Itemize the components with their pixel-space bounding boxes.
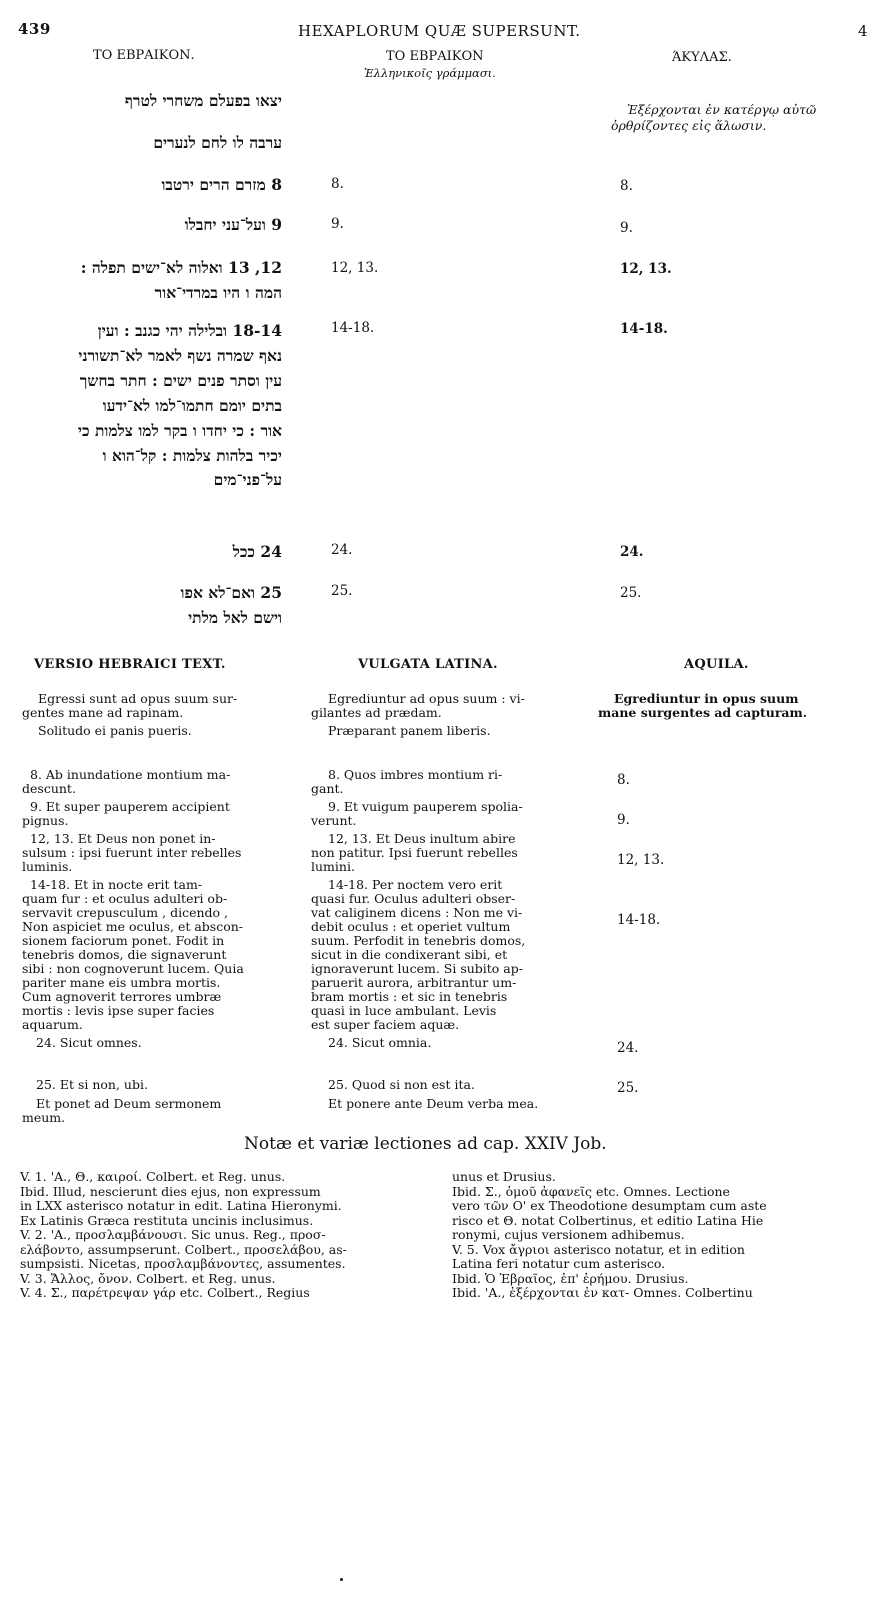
- verse-number: 24.: [617, 1040, 639, 1056]
- hebrew-line: המה ו היו במרדי־אור: [154, 283, 282, 302]
- versio-line: descunt.: [22, 781, 76, 796]
- hebrew-verse-12-13: 12, 13 ואלוה לא־ישים תפלה :: [80, 258, 282, 277]
- note-line: V. 1. 'Α., Θ., καιροί. Colbert. et Reg. unus.: [20, 1169, 286, 1184]
- note-line: V. 3. Ἄλλος, ὄνον. Colbert. et Reg. unus.: [20, 1270, 276, 1286]
- vulgata-line: Egrediuntur ad opus suum : vi-: [328, 691, 525, 706]
- latin-header-versio: VERSIO HEBRAICI TEXT.: [34, 657, 226, 672]
- hebrew-verse-25: 25 ואם־לא אפו: [180, 583, 282, 602]
- column-subheader-greek-letters: Ἑλληνικοῖς γράμμασι.: [364, 66, 496, 80]
- hebrew-line: יצאו בפעלם משחרי לטרף: [124, 91, 282, 110]
- versio-line: mortis : levis ipse super facies: [22, 1003, 215, 1018]
- versio-line: sibi : non cognoverunt lucem. Quia: [22, 961, 244, 976]
- versio-line: sionem faciorum ponet. Fodit in: [22, 933, 225, 948]
- vulgata-line: suum. Perfodit in tenebris domos,: [311, 933, 526, 948]
- vulgata-line: 8. Quos imbres montium ri-: [328, 767, 503, 782]
- verse-number: 25.: [620, 585, 642, 601]
- verse-number: 12, 13.: [617, 852, 665, 868]
- versio-line: Egressi sunt ad opus suum sur-: [38, 691, 238, 706]
- versio-line: sulsum : ipsi fuerunt inter rebelles: [22, 845, 242, 860]
- vulgata-line: sicut in die condixerant sibi, et: [311, 947, 508, 962]
- aquila-latin-line: mane surgentes ad capturam.: [598, 705, 808, 720]
- latin-header-vulgata: VULGATA LATINA.: [358, 657, 498, 672]
- versio-line: meum.: [22, 1110, 66, 1125]
- running-title: HEXAPLORUM QUÆ SUPERSUNT.: [298, 22, 581, 40]
- note-line: risco et Θ. notat Colbertinus, et editio Latina Hie: [452, 1212, 764, 1228]
- column-header-aquila: ΆΚΥΛΑΣ.: [672, 50, 732, 65]
- vulgata-line: quasi in luce ambulant. Levis: [311, 1003, 497, 1018]
- note-line: unus et Drusius.: [452, 1170, 556, 1184]
- versio-line: 9. Et super pauperem accipient: [30, 799, 230, 814]
- hebrew-verse-8: 8 מזרם הרים ירטבו: [161, 175, 282, 194]
- versio-line: Solitudo ei panis pueris.: [38, 723, 192, 738]
- note-line: V. 4. Σ., παρέτρεψαν γάρ etc. Colbert., Regius: [20, 1285, 310, 1300]
- versio-line: pariter mane eis umbra mortis.: [22, 975, 221, 990]
- hebrew-verse-14-18: 18-14 ובלילה יהי כגנב : ועין: [97, 321, 282, 340]
- verse-number: 12, 13.: [331, 260, 379, 276]
- vulgata-line: est super faciem aquæ.: [311, 1017, 460, 1032]
- vulgata-line: 25. Quod si non est ita.: [328, 1077, 475, 1092]
- verse-number: 14-18.: [617, 912, 661, 928]
- latin-header-aquila: AQUILA.: [684, 657, 749, 672]
- versio-line: Non aspiciet me oculus, et abscon-: [22, 919, 244, 934]
- versio-line: 12, 13. Et Deus non ponet in-: [30, 831, 216, 846]
- verse-number: 14-18.: [331, 320, 375, 336]
- verse-number: 25.: [331, 583, 353, 599]
- vulgata-line: bram mortis : et sic in tenebris: [311, 989, 508, 1004]
- vulgata-line: 14-18. Per noctem vero erit: [328, 877, 503, 892]
- versio-line: aquarum.: [22, 1017, 83, 1032]
- hebrew-line: על־פני־מים: [213, 470, 282, 489]
- note-line: in LXX asterisco notatur in edit. Latina Hieronymi.: [20, 1198, 342, 1213]
- note-line: V. 2. 'Α., προσλαμβάνουσι. Sic unus. Reg., προσ-: [20, 1227, 326, 1242]
- versio-line: 25. Et si non, ubi.: [36, 1077, 148, 1092]
- hebrew-line: נאף שמרה נשף לאמר לא־תשורני: [78, 346, 282, 365]
- notes-left-column: [20, 1170, 432, 1301]
- note-line: Latina feri notatur cum asterisco.: [452, 1256, 666, 1271]
- verse-number: 9.: [331, 216, 344, 232]
- versio-line: 8. Ab inundatione montium ma-: [30, 767, 231, 782]
- hebrew-line: ערבה לו לחם לנערים: [153, 133, 282, 152]
- note-line: Ibid. 'Α., ἐξέρχονται ἐν κατ- Omnes. Colbertinu: [452, 1285, 753, 1300]
- verse-number: 12, 13.: [620, 261, 672, 277]
- print-speck: [340, 1578, 343, 1581]
- versio-line: 14-18. Et in nocte erit tam-: [30, 877, 203, 892]
- verse-number: 9.: [620, 220, 633, 236]
- vulgata-line: non patitur. Ipsi fuerunt rebelles: [311, 845, 518, 860]
- versio-line: quam fur : et oculus adulteri ob-: [22, 891, 228, 906]
- verse-number: 8.: [620, 178, 633, 194]
- hebrew-line: בתים יומם חתמו־למו לא־ידעו: [102, 396, 282, 415]
- vulgata-line: vat caliginem dicens : Non me vi-: [311, 905, 523, 920]
- versio-line: servavit crepusculum , dicendo ,: [22, 905, 228, 920]
- vulgata-line: lumini.: [311, 859, 355, 874]
- vulgata-line: 24. Sicut omnia.: [328, 1035, 432, 1050]
- vulgata-line: 9. Et vuigum pauperem spolia-: [328, 799, 523, 814]
- right-edge-mark: 4: [858, 22, 869, 40]
- note-line: sumpsisti. Nicetas, προσλαμβάνοντες, assumentes.: [20, 1256, 346, 1271]
- vulgata-line: Præparant panem liberis.: [328, 723, 491, 738]
- vulgata-line: verunt.: [311, 813, 357, 828]
- vulgata-line: 12, 13. Et Deus inultum abire: [328, 831, 516, 846]
- column-header-hebrew: ΤΟ ΕΒΡΑΙΚΟΝ.: [93, 48, 195, 63]
- hebrew-line: עין וסתר פנים ישים : חתר בחשך: [79, 371, 282, 390]
- notes-right-column: [452, 1170, 873, 1301]
- verse-number: 14-18.: [620, 321, 668, 337]
- greek-line: Ἐξέρχονται ἐν κατέργῳ αὐτῶ: [627, 102, 817, 117]
- verse-number: 8.: [331, 176, 344, 192]
- note-line: Ibid. Σ., ὁμοῦ ἀφανεῖς etc. Omnes. Lectione: [452, 1183, 730, 1199]
- verse-number: 24.: [331, 542, 353, 558]
- column-header-hebrew-greek: ΤΟ ΕΒΡΑΙΚΟΝ: [386, 49, 484, 64]
- note-line: V. 5. Vox ἄγριοι asterisco notatur, et in edition: [452, 1241, 745, 1257]
- hebrew-verse-24: 24 ככל: [232, 542, 282, 561]
- vulgata-line: gilantes ad prædam.: [311, 705, 442, 720]
- note-line: Ibid. Ὁ Ἑβραῖος, ἐπ' ἐρήμου. Drusius.: [452, 1270, 689, 1286]
- note-line: Ibid. Illud, nescierunt dies ejus, non expressum: [20, 1183, 321, 1199]
- note-line: ronymi, cujus versionem adhibemus.: [452, 1227, 685, 1242]
- verse-number: 24.: [620, 544, 644, 560]
- aquila-latin-line: Egrediuntur in opus suum: [614, 691, 799, 706]
- versio-line: luminis.: [22, 859, 73, 874]
- verse-number: 25.: [617, 1080, 639, 1096]
- vulgata-line: Et ponere ante Deum verba mea.: [328, 1096, 539, 1111]
- notes-title: Notæ et variæ lectiones ad cap. XXIV Job.: [244, 1134, 607, 1154]
- hebrew-verse-9: 9 ועל־עני יחבלו: [184, 215, 282, 234]
- hebrew-line: אור : כי יחדו ו בקר למו צלמות כי: [77, 421, 282, 440]
- versio-line: tenebris domos, die signaverunt: [22, 947, 227, 962]
- versio-line: pignus.: [22, 813, 69, 828]
- verse-number: 9.: [617, 812, 630, 828]
- vulgata-line: debit oculus : et operiet vultum: [311, 919, 511, 934]
- vulgata-line: gant.: [311, 781, 344, 796]
- versio-line: gentes mane ad rapinam.: [22, 705, 184, 720]
- versio-line: 24. Sicut omnes.: [36, 1035, 142, 1050]
- versio-line: Et ponet ad Deum sermonem: [36, 1096, 222, 1111]
- vulgata-line: quasi fur. Oculus adulteri obser-: [311, 891, 516, 906]
- versio-line: Cum agnoverit terrores umbræ: [22, 989, 222, 1004]
- verse-number: 8.: [617, 772, 630, 788]
- note-line: vero τῶν Ο' ex Theodotione desumptam cum aste: [452, 1198, 767, 1213]
- note-line: ελάβοντο, assumpserunt. Colbert., προσελάβου, as-: [20, 1241, 347, 1257]
- vulgata-line: paruerit aurora, arbitrantur um-: [311, 975, 517, 990]
- vulgata-line: ignoraverunt lucem. Si subito ap-: [311, 961, 523, 976]
- page-number: 439: [18, 20, 51, 38]
- greek-line: ὀρθρίζοντες εἰς ἅλωσιν.: [611, 118, 767, 133]
- hebrew-line: וישם לאל מלתי: [188, 608, 282, 627]
- note-line: Ex Latinis Græca restituta uncinis inclusimus.: [20, 1212, 314, 1228]
- hebrew-line: יכיר בלהות צלמות : קל־הוא ו: [102, 446, 282, 465]
